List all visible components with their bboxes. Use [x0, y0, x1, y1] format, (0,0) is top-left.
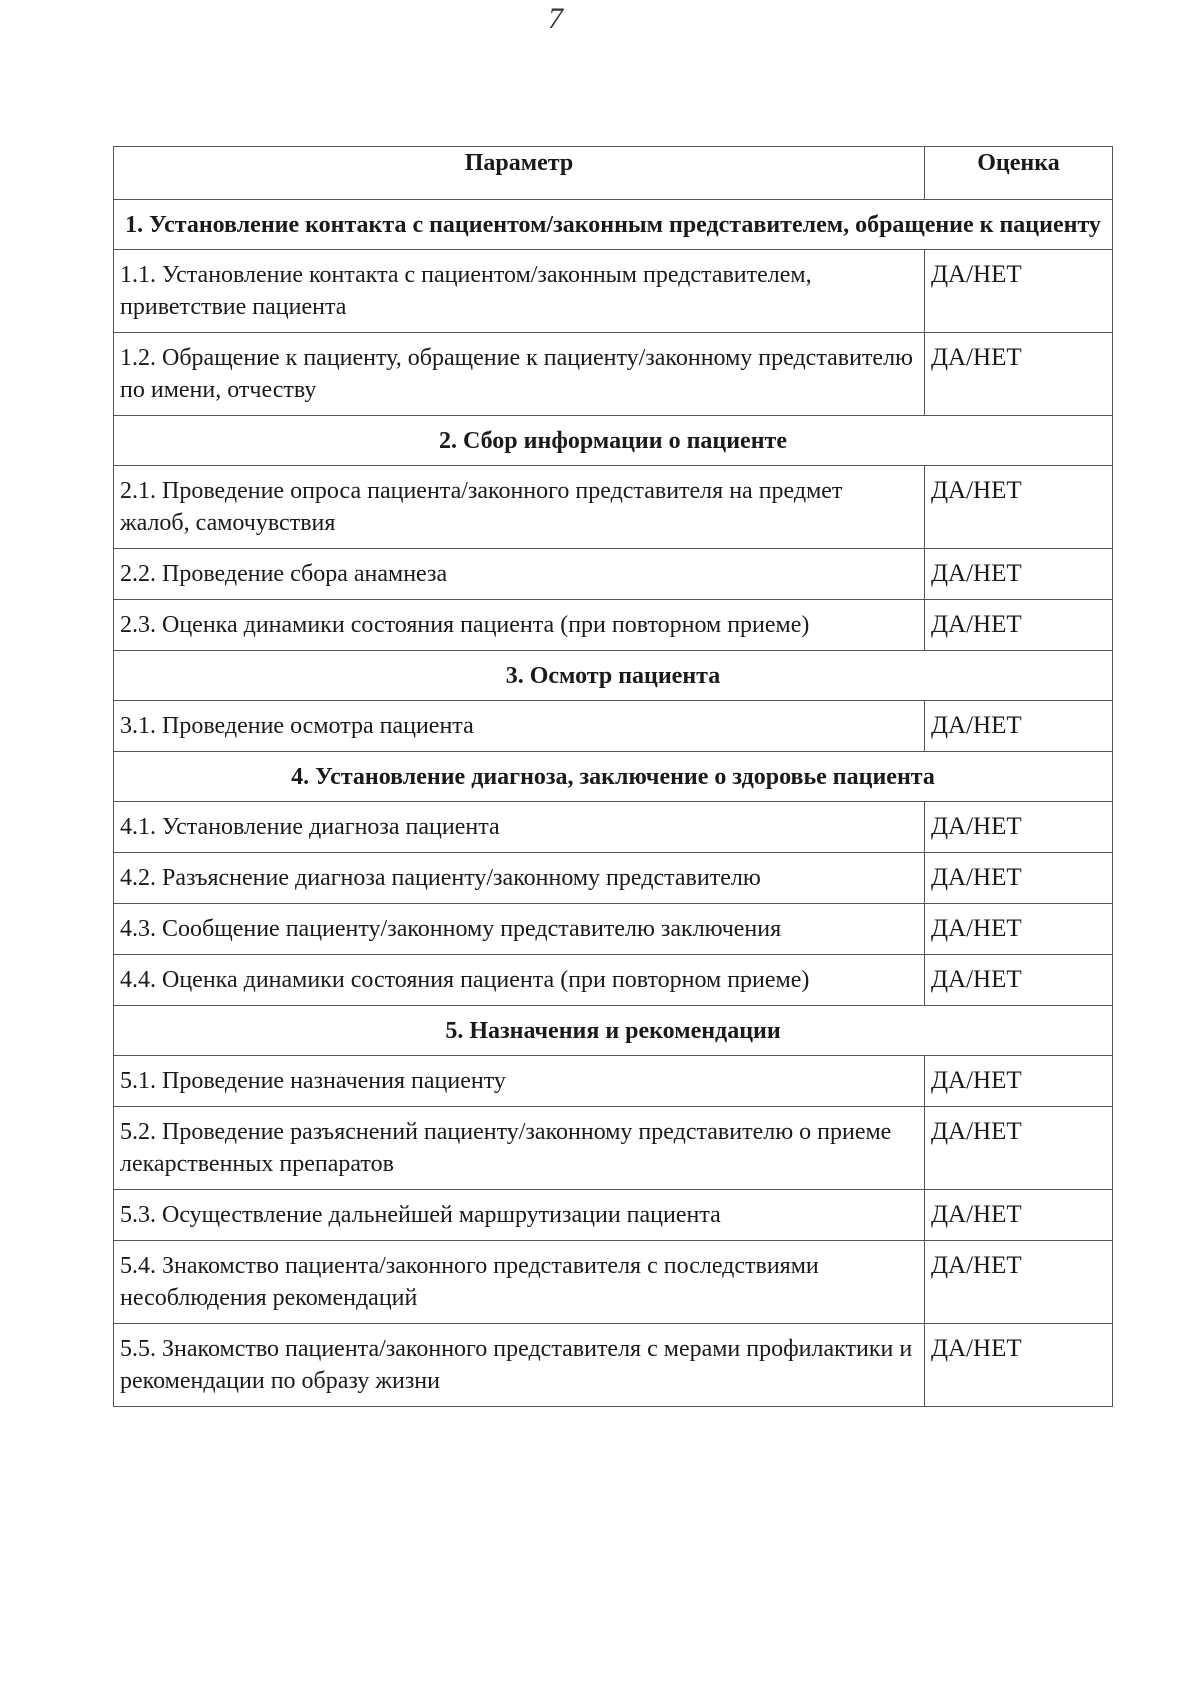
section-row: [114, 752, 1113, 802]
score-cell: ДА/НЕТ: [925, 802, 1113, 853]
table-body: [114, 200, 1113, 1407]
page-number: 7: [548, 2, 563, 35]
table-row: [114, 1107, 1113, 1190]
table-row: [114, 904, 1113, 955]
score-cell: ДА/НЕТ: [925, 955, 1113, 1006]
table-row: [114, 955, 1113, 1006]
table-row: [114, 549, 1113, 600]
section-title: 4. Установление диагноза, заключение о здоровье пациента: [114, 752, 1113, 802]
parameter-cell: 2.2. Проведение сбора анамнеза: [114, 549, 925, 600]
score-cell: ДА/НЕТ: [925, 333, 1113, 416]
parameter-column-header: Параметр: [114, 147, 925, 200]
parameter-cell: 3.1. Проведение осмотра пациента: [114, 701, 925, 752]
parameter-cell: 1.1. Установление контакта с пациентом/законным представителем, приветствие пациента: [114, 250, 925, 333]
table-header-row: [114, 147, 1113, 200]
table-row: [114, 802, 1113, 853]
parameter-cell: 2.1. Проведение опроса пациента/законного представителя на предмет жалоб, самочувствия: [114, 466, 925, 549]
score-cell: ДА/НЕТ: [925, 1190, 1113, 1241]
score-cell: ДА/НЕТ: [925, 1056, 1113, 1107]
score-cell: ДА/НЕТ: [925, 701, 1113, 752]
score-cell: ДА/НЕТ: [925, 549, 1113, 600]
section-row: [114, 200, 1113, 250]
section-title: 1. Установление контакта с пациентом/законным представителем, обращение к пациенту: [114, 200, 1113, 250]
table-row: [114, 701, 1113, 752]
section-title: 5. Назначения и рекомендации: [114, 1006, 1113, 1056]
table-row: [114, 1056, 1113, 1107]
table-row: [114, 466, 1113, 549]
score-cell: ДА/НЕТ: [925, 1107, 1113, 1190]
table-row: [114, 1324, 1113, 1407]
score-cell: ДА/НЕТ: [925, 250, 1113, 333]
table-row: [114, 600, 1113, 651]
parameter-cell: 1.2. Обращение к пациенту, обращение к пациенту/законному представителю по имени, отчеству: [114, 333, 925, 416]
section-title: 3. Осмотр пациента: [114, 651, 1113, 701]
score-cell: ДА/НЕТ: [925, 600, 1113, 651]
parameter-cell: 4.2. Разъяснение диагноза пациенту/законному представителю: [114, 853, 925, 904]
score-cell: ДА/НЕТ: [925, 466, 1113, 549]
score-column-header: Оценка: [925, 147, 1113, 200]
table-row: [114, 1241, 1113, 1324]
parameter-cell: 5.5. Знакомство пациента/законного представителя с мерами профилактики и рекомендации по образу жизни: [114, 1324, 925, 1407]
parameter-cell: 5.1. Проведение назначения пациенту: [114, 1056, 925, 1107]
parameter-cell: 5.4. Знакомство пациента/законного представителя с последствиями несоблюдения рекомендаций: [114, 1241, 925, 1324]
table-row: [114, 1190, 1113, 1241]
parameter-cell: 5.3. Осуществление дальнейшей маршрутизации пациента: [114, 1190, 925, 1241]
evaluation-table-container: [113, 146, 1112, 1407]
table-row: [114, 853, 1113, 904]
parameter-cell: 5.2. Проведение разъяснений пациенту/законному представителю о приеме лекарственных препаратов: [114, 1107, 925, 1190]
score-cell: ДА/НЕТ: [925, 1324, 1113, 1407]
score-cell: ДА/НЕТ: [925, 904, 1113, 955]
evaluation-table: [113, 146, 1113, 1407]
parameter-cell: 4.3. Сообщение пациенту/законному представителю заключения: [114, 904, 925, 955]
section-row: [114, 1006, 1113, 1056]
section-row: [114, 416, 1113, 466]
score-cell: ДА/НЕТ: [925, 853, 1113, 904]
section-title: 2. Сбор информации о пациенте: [114, 416, 1113, 466]
table-row: [114, 250, 1113, 333]
table-row: [114, 333, 1113, 416]
parameter-cell: 4.4. Оценка динамики состояния пациента (при повторном приеме): [114, 955, 925, 1006]
parameter-cell: 4.1. Установление диагноза пациента: [114, 802, 925, 853]
section-row: [114, 651, 1113, 701]
parameter-cell: 2.3. Оценка динамики состояния пациента (при повторном приеме): [114, 600, 925, 651]
score-cell: ДА/НЕТ: [925, 1241, 1113, 1324]
